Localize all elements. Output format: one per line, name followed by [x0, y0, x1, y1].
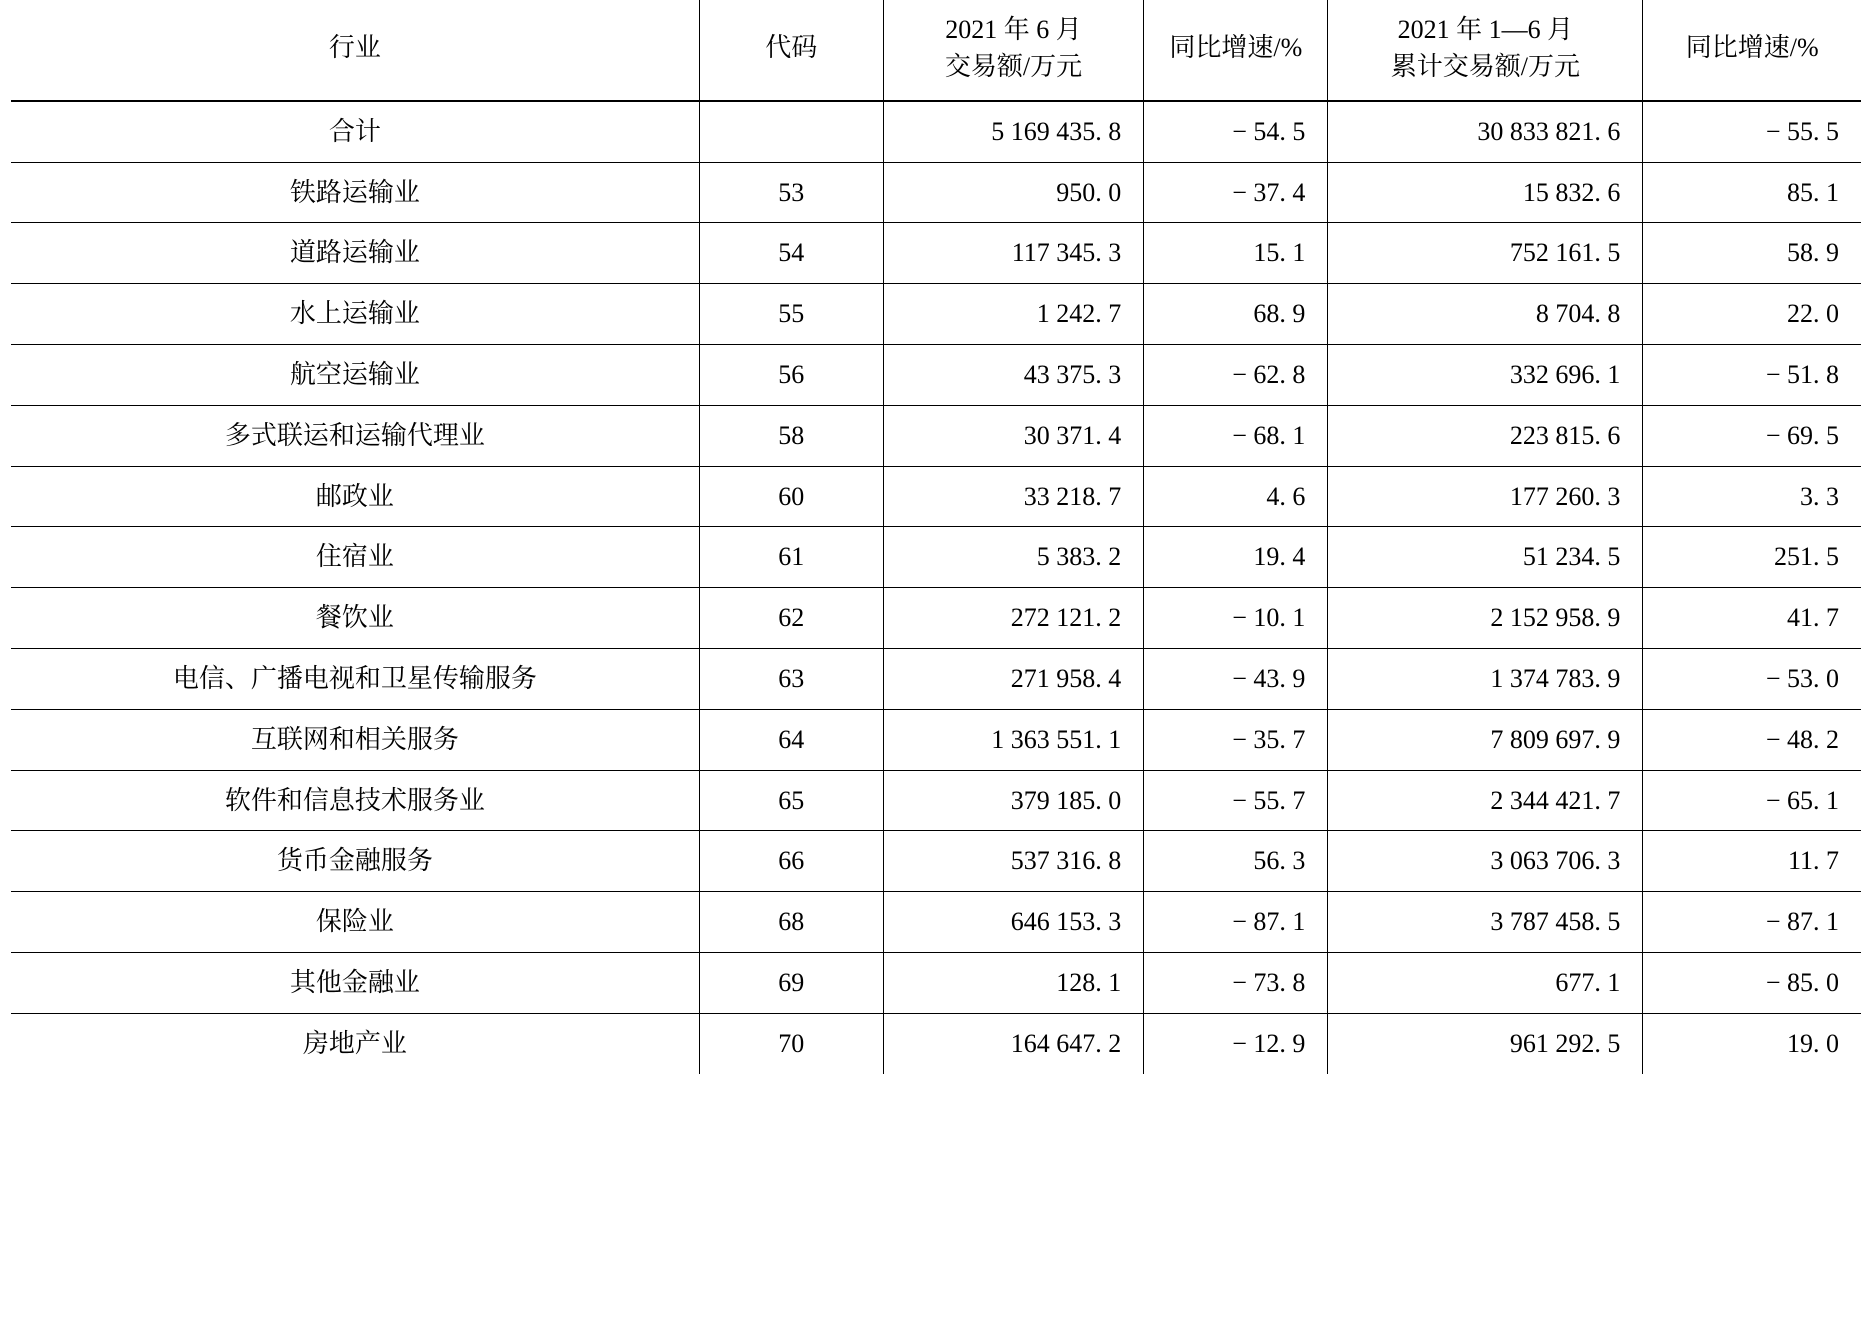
cell-industry: [11, 101, 699, 162]
cell-yoy-june: [1144, 345, 1328, 406]
cell-industry: [11, 1013, 699, 1073]
cell-value-june-text: 646 153. 3: [1010, 907, 1122, 937]
cell-industry-text: 航空运输业: [289, 360, 420, 389]
cell-yoy-cumulative: [1643, 223, 1861, 284]
cell-yoy-june-text: − 43. 9: [1232, 663, 1306, 693]
column-header-industry-line1: 行业: [328, 33, 381, 63]
cell-industry: [11, 709, 699, 770]
cell-industry: [11, 527, 699, 588]
cell-yoy-june: [1144, 223, 1328, 284]
cell-value-june: [883, 223, 1143, 284]
cell-value-cumulative: [1328, 345, 1643, 406]
cell-industry-text: 互联网和相关服务: [250, 724, 459, 754]
cell-yoy-cumulative: [1643, 284, 1861, 345]
table-row: [11, 527, 1861, 588]
cell-industry-text: 电信、广播电视和卫星传输服务: [172, 663, 537, 693]
cell-value-cumulative: [1328, 770, 1643, 831]
cell-code: [699, 345, 883, 406]
cell-code-text: 69: [778, 967, 805, 997]
cell-industry-text: 铁路运输业: [289, 177, 420, 207]
cell-code: [699, 1013, 883, 1073]
cell-value-june: [883, 952, 1143, 1013]
cell-yoy-cumulative-text: − 55. 5: [1765, 116, 1839, 146]
table-row: [11, 101, 1861, 162]
cell-value-cumulative: [1328, 284, 1643, 345]
cell-yoy-cumulative-text: − 48. 2: [1765, 724, 1839, 754]
cell-code-text: 54: [778, 238, 805, 268]
cell-industry-text: 邮政业: [315, 481, 394, 511]
cell-yoy-cumulative: [1643, 770, 1861, 831]
cell-value-cumulative: [1328, 405, 1643, 466]
cell-value-cumulative: [1328, 892, 1643, 953]
column-header-code: [699, 0, 883, 101]
cell-value-june: [883, 284, 1143, 345]
cell-yoy-cumulative-text: 11. 7: [1787, 846, 1839, 876]
cell-industry-text: 其他金融业: [289, 967, 420, 997]
cell-industry: [11, 162, 699, 223]
cell-yoy-cumulative-text: − 87. 1: [1765, 907, 1839, 937]
cell-code-text: 60: [778, 481, 805, 511]
cell-yoy-june: [1144, 162, 1328, 223]
cell-yoy-cumulative: [1643, 709, 1861, 770]
column-header-value-cumulative: [1328, 0, 1643, 101]
table-body: [11, 101, 1861, 1074]
cell-industry: [11, 223, 699, 284]
cell-value-june-text: 5 169 435. 8: [991, 116, 1122, 146]
table-row: [11, 405, 1861, 466]
cell-value-june: [883, 648, 1143, 709]
cell-value-june-text: 117 345. 3: [1011, 238, 1122, 268]
column-header-code-line1: 代码: [765, 33, 818, 63]
cell-value-cumulative: [1328, 709, 1643, 770]
cell-yoy-cumulative-text: 22. 0: [1787, 299, 1839, 329]
cell-value-cumulative-text: 3 787 458. 5: [1490, 907, 1621, 937]
cell-value-cumulative: [1328, 588, 1643, 649]
cell-value-june: [883, 466, 1143, 527]
cell-industry: [11, 831, 699, 892]
cell-value-june-text: 950. 0: [1056, 177, 1122, 207]
column-header-value-cumulative-line2: 累计交易额/万元: [1390, 51, 1580, 81]
cell-value-cumulative-text: 51 234. 5: [1522, 542, 1621, 572]
table-row: [11, 952, 1861, 1013]
cell-code: [699, 223, 883, 284]
table-row: [11, 709, 1861, 770]
cell-yoy-cumulative: [1643, 466, 1861, 527]
cell-value-june: [883, 892, 1143, 953]
cell-value-june: [883, 770, 1143, 831]
cell-yoy-june-text: 56. 3: [1253, 846, 1306, 876]
cell-code-text: 58: [778, 420, 805, 450]
cell-yoy-june-text: − 35. 7: [1232, 724, 1306, 754]
cell-code: [699, 892, 883, 953]
cell-value-june-text: 128. 1: [1056, 967, 1122, 997]
cell-yoy-cumulative: [1643, 588, 1861, 649]
cell-yoy-june-text: 19. 4: [1253, 542, 1306, 572]
table-row: [11, 223, 1861, 284]
cell-value-cumulative-text: 3 063 706. 3: [1490, 846, 1621, 876]
cell-yoy-cumulative: [1643, 101, 1861, 162]
cell-value-june: [883, 1013, 1143, 1073]
cell-industry-text: 多式联运和运输代理业: [224, 420, 485, 450]
cell-value-cumulative: [1328, 466, 1643, 527]
cell-value-june: [883, 101, 1143, 162]
cell-industry: [11, 952, 699, 1013]
cell-value-cumulative: [1328, 831, 1643, 892]
cell-yoy-june-text: − 54. 5: [1232, 116, 1306, 146]
cell-industry: [11, 892, 699, 953]
cell-code: [699, 588, 883, 649]
cell-code: [699, 648, 883, 709]
cell-code-text: 65: [778, 785, 805, 815]
cell-value-june: [883, 709, 1143, 770]
cell-industry-text: 住宿业: [315, 542, 394, 572]
column-header-yoy-june-line1: 同比增速/%: [1169, 33, 1303, 63]
cell-value-cumulative-text: 1 374 783. 9: [1490, 663, 1621, 693]
cell-value-june-text: 1 242. 7: [1036, 299, 1122, 329]
cell-value-cumulative-text: 677. 1: [1555, 967, 1621, 997]
column-header-yoy-cumulative: [1643, 0, 1861, 101]
cell-value-cumulative-text: 223 815. 6: [1509, 420, 1621, 450]
cell-yoy-june: [1144, 466, 1328, 527]
cell-code-text: 61: [778, 542, 805, 572]
column-header-yoy-cumulative-line1: 同比增速/%: [1685, 33, 1819, 63]
table-header: [11, 0, 1861, 101]
cell-yoy-june: [1144, 952, 1328, 1013]
cell-value-cumulative: [1328, 1013, 1643, 1073]
table-row: [11, 588, 1861, 649]
cell-value-june: [883, 162, 1143, 223]
cell-value-cumulative-text: 961 292. 5: [1509, 1028, 1621, 1058]
cell-industry-text: 货币金融服务: [276, 846, 433, 876]
cell-value-june-text: 1 363 551. 1: [991, 724, 1122, 754]
cell-yoy-june-text: 15. 1: [1253, 238, 1306, 268]
cell-value-cumulative-text: 15 832. 6: [1522, 177, 1621, 207]
table-row: [11, 770, 1861, 831]
cell-industry-text: 房地产业: [302, 1028, 407, 1058]
cell-code-text: 68: [778, 907, 805, 937]
cell-code: [699, 831, 883, 892]
cell-yoy-june-text: − 37. 4: [1232, 177, 1306, 207]
cell-code-text: 66: [778, 846, 805, 876]
cell-value-june-text: 30 371. 4: [1023, 420, 1122, 450]
cell-value-june-text: 272 121. 2: [1010, 603, 1122, 633]
cell-value-june: [883, 405, 1143, 466]
cell-value-cumulative-text: 7 809 697. 9: [1490, 724, 1621, 754]
cell-value-june-text: 33 218. 7: [1023, 481, 1122, 511]
cell-industry: [11, 648, 699, 709]
cell-yoy-cumulative-text: 58. 9: [1787, 238, 1839, 268]
table-header-row: [11, 0, 1861, 101]
cell-code-text: 62: [778, 603, 805, 633]
cell-yoy-june-text: − 62. 8: [1232, 360, 1306, 389]
cell-industry-text: 水上运输业: [289, 299, 420, 329]
cell-industry: [11, 588, 699, 649]
cell-yoy-cumulative-text: − 65. 1: [1765, 785, 1839, 815]
cell-industry-text: 餐饮业: [315, 603, 394, 633]
cell-yoy-cumulative-text: − 51. 8: [1765, 360, 1839, 389]
cell-yoy-june: [1144, 101, 1328, 162]
cell-yoy-june-text: − 68. 1: [1232, 420, 1306, 450]
cell-yoy-june-text: 68. 9: [1253, 299, 1306, 329]
cell-yoy-june-text: − 87. 1: [1232, 907, 1306, 937]
cell-value-june: [883, 345, 1143, 406]
cell-code-text: 53: [778, 177, 805, 207]
cell-value-cumulative-text: 332 696. 1: [1509, 360, 1621, 389]
cell-industry: [11, 284, 699, 345]
table-row: [11, 466, 1861, 527]
cell-value-cumulative-text: 2 152 958. 9: [1490, 603, 1621, 633]
cell-code-text: 56: [778, 360, 805, 389]
cell-yoy-cumulative-text: − 69. 5: [1765, 420, 1839, 450]
column-header-value-cumulative-line1: 2021 年 1—6 月: [1397, 15, 1574, 44]
table-row: [11, 1013, 1861, 1073]
cell-yoy-june: [1144, 588, 1328, 649]
cell-yoy-june-text: − 73. 8: [1232, 967, 1306, 997]
cell-value-june: [883, 588, 1143, 649]
cell-yoy-cumulative-text: 85. 1: [1787, 177, 1839, 207]
cell-code: [699, 162, 883, 223]
table-row: [11, 892, 1861, 953]
cell-value-cumulative: [1328, 223, 1643, 284]
cell-value-june-text: 43 375. 3: [1023, 360, 1122, 389]
cell-value-cumulative-text: 177 260. 3: [1509, 481, 1621, 511]
cell-code: [699, 466, 883, 527]
column-header-value-june-line1: 2021 年 6 月: [945, 15, 1082, 44]
cell-value-cumulative-text: 752 161. 5: [1509, 238, 1621, 268]
cell-yoy-cumulative: [1643, 648, 1861, 709]
cell-industry: [11, 405, 699, 466]
column-header-value-june-line2: 交易额/万元: [944, 51, 1083, 81]
cell-value-june-text: 379 185. 0: [1010, 785, 1122, 815]
cell-code: [699, 101, 883, 162]
cell-code: [699, 952, 883, 1013]
table-row: [11, 284, 1861, 345]
table-row: [11, 831, 1861, 892]
cell-yoy-june: [1144, 892, 1328, 953]
cell-yoy-june-text: − 10. 1: [1232, 603, 1306, 633]
cell-yoy-cumulative: [1643, 892, 1861, 953]
cell-yoy-cumulative-text: 19. 0: [1787, 1028, 1839, 1058]
cell-yoy-cumulative-text: 3. 3: [1800, 481, 1839, 511]
cell-industry-text: 道路运输业: [289, 238, 420, 268]
table-row: [11, 648, 1861, 709]
cell-industry-text: 软件和信息技术服务业: [224, 785, 485, 815]
cell-yoy-june: [1144, 527, 1328, 588]
cell-value-june-text: 164 647. 2: [1010, 1028, 1122, 1058]
cell-yoy-cumulative-text: 41. 7: [1787, 603, 1839, 633]
cell-yoy-june: [1144, 405, 1328, 466]
cell-yoy-june-text: − 55. 7: [1232, 785, 1306, 815]
cell-yoy-cumulative: [1643, 345, 1861, 406]
cell-yoy-june-text: − 12. 9: [1232, 1028, 1306, 1058]
column-header-value-june: [883, 0, 1143, 101]
cell-code: [699, 405, 883, 466]
table-row: [11, 162, 1861, 223]
cell-code-text: 64: [778, 724, 805, 754]
cell-value-cumulative: [1328, 101, 1643, 162]
cell-value-june: [883, 527, 1143, 588]
cell-yoy-cumulative-text: − 53. 0: [1765, 663, 1839, 693]
cell-value-cumulative-text: 2 344 421. 7: [1490, 785, 1621, 815]
cell-yoy-cumulative: [1643, 1013, 1861, 1073]
cell-value-cumulative: [1328, 648, 1643, 709]
industry-transaction-table: [11, 0, 1861, 1074]
cell-yoy-cumulative-text: − 85. 0: [1765, 967, 1839, 997]
cell-industry: [11, 770, 699, 831]
cell-value-cumulative: [1328, 527, 1643, 588]
cell-yoy-cumulative: [1643, 162, 1861, 223]
cell-yoy-june: [1144, 831, 1328, 892]
cell-industry-text: 保险业: [315, 907, 394, 937]
cell-code-text: 70: [778, 1028, 805, 1058]
cell-code-text: 63: [778, 663, 805, 693]
table-row: [11, 345, 1861, 406]
cell-yoy-june: [1144, 648, 1328, 709]
cell-yoy-cumulative: [1643, 831, 1861, 892]
cell-industry-text: 合计: [328, 116, 381, 146]
cell-code: [699, 284, 883, 345]
cell-value-cumulative-text: 30 833 821. 6: [1477, 116, 1621, 146]
cell-yoy-cumulative-text: 251. 5: [1774, 542, 1839, 572]
cell-value-june: [883, 831, 1143, 892]
cell-value-cumulative-text: 8 704. 8: [1535, 299, 1621, 329]
cell-value-june-text: 5 383. 2: [1036, 542, 1122, 572]
cell-code: [699, 709, 883, 770]
cell-yoy-cumulative: [1643, 405, 1861, 466]
cell-value-june-text: 271 958. 4: [1010, 663, 1122, 693]
cell-value-cumulative: [1328, 162, 1643, 223]
cell-value-june-text: 537 316. 8: [1010, 846, 1122, 876]
cell-yoy-june: [1144, 284, 1328, 345]
cell-code: [699, 527, 883, 588]
cell-yoy-cumulative: [1643, 952, 1861, 1013]
column-header-industry: [11, 0, 699, 101]
cell-yoy-june-text: 4. 6: [1266, 481, 1306, 511]
cell-industry: [11, 466, 699, 527]
column-header-yoy-june: [1144, 0, 1328, 101]
cell-code: [699, 770, 883, 831]
cell-yoy-cumulative: [1643, 527, 1861, 588]
cell-industry: [11, 345, 699, 406]
cell-yoy-june: [1144, 709, 1328, 770]
cell-value-cumulative: [1328, 952, 1643, 1013]
cell-code-text: 55: [778, 299, 805, 329]
cell-yoy-june: [1144, 770, 1328, 831]
cell-yoy-june: [1144, 1013, 1328, 1073]
